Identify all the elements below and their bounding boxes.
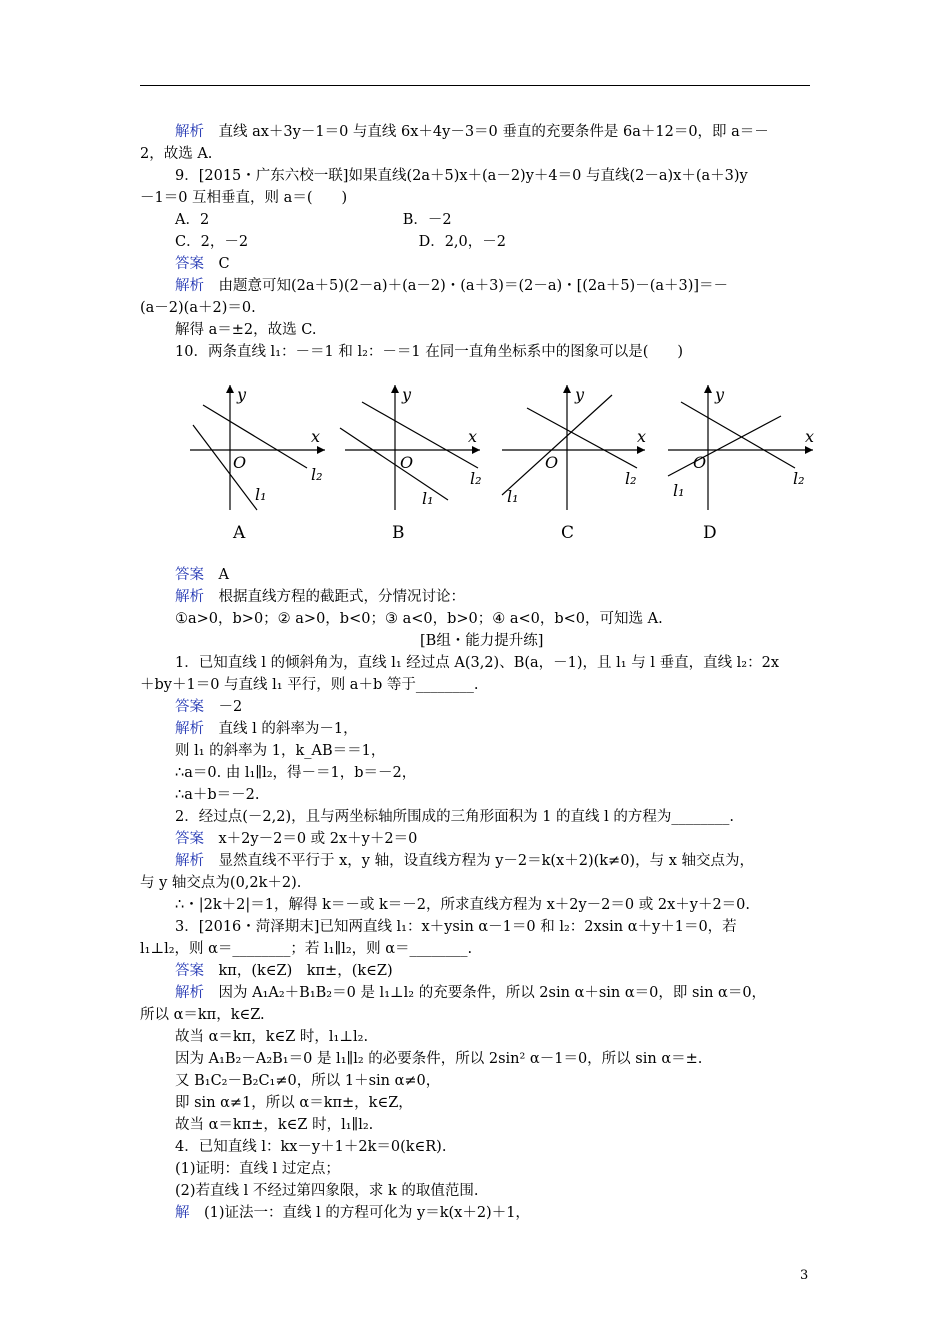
axis-y-label: y — [402, 385, 412, 404]
line-text: A — [204, 567, 229, 583]
header-rule — [140, 85, 810, 86]
answer-label: 解析 — [175, 278, 204, 294]
line-text: 由题意可知(2a＋5)(2－a)＋(a－2)・(a＋3)＝(2－a)・[(2a＋5)－(a＋3)]＝－ — [204, 278, 729, 294]
l2-label: l₂ — [793, 469, 805, 488]
line-text: 即 sin α≠1，所以 α＝kπ±，k∈Z， — [175, 1095, 413, 1111]
line-text: kπ，(k∈Z) kπ±，(k∈Z) — [204, 963, 393, 979]
line-text: 因为 A₁A₂＋B₁B₂＝0 是 l₁⊥l₂ 的充要条件，所以 2sin α＋sin α＝0，即 sin α＝0， — [204, 985, 767, 1001]
text-line — [140, 873, 301, 893]
text-line — [420, 631, 543, 651]
line-text: C．2，－2 D．2,0，－2 — [175, 234, 506, 250]
figure-b — [340, 385, 482, 543]
origin-label: O — [233, 453, 247, 472]
line-text: －1＝0 互相垂直，则 a＝( ) — [140, 190, 348, 206]
line-text: 因为 A₁B₂－A₂B₁＝0 是 l₁∥l₂ 的必要条件，所以 2sin² α－1＝0，所以 sin α＝±. — [175, 1051, 703, 1067]
text-line — [175, 785, 260, 805]
text-line — [175, 961, 393, 981]
text-line — [175, 763, 416, 783]
answer-label: 解 — [175, 1205, 190, 1221]
text-line — [175, 232, 506, 252]
text-line — [140, 939, 472, 959]
text-line — [175, 342, 683, 362]
line-text: (2)若直线 l 不经过第四象限，求 k 的取值范围. — [175, 1183, 479, 1199]
text-line — [175, 1203, 530, 1223]
line-text: －2 — [204, 699, 243, 715]
text-line — [175, 1027, 368, 1047]
text-line — [175, 122, 769, 142]
text-line — [175, 741, 385, 761]
line-text: 根据直线方程的截距式，分情况讨论： — [204, 589, 465, 605]
figure-caption: D — [703, 523, 717, 543]
figure-caption: B — [392, 523, 405, 543]
text-line — [175, 1049, 702, 1069]
answer-label: 解析 — [175, 589, 204, 605]
axis-x-label: x — [468, 427, 478, 446]
line-text: x＋2y－2＝0 或 2x＋y＋2＝0 — [204, 831, 418, 847]
answer-label: 答案 — [175, 567, 204, 583]
line-text: 解得 a＝±2，故选 C. — [175, 322, 317, 338]
answer-label: 解析 — [175, 124, 204, 140]
text-line — [175, 829, 417, 849]
line-text: (1)证明：直线 l 过定点； — [175, 1161, 340, 1177]
axis-y-label: y — [237, 385, 247, 404]
line-text: l₁⊥l₂，则 α＝________；若 l₁∥l₂，则 α＝________. — [140, 941, 473, 957]
text-line — [175, 1071, 440, 1091]
text-line — [175, 1159, 340, 1179]
line-text: ＋by＋1＝0 与直线 l₁ 平行，则 a＋b 等于________. — [140, 677, 479, 693]
line-text: 故当 α＝kπ，k∈Z 时，l₁⊥l₂. — [175, 1029, 369, 1045]
line-text: [B组・能力提升练] — [420, 633, 544, 649]
axis-x-label: x — [637, 427, 647, 446]
l1-label: l₁ — [422, 489, 434, 508]
answer-label: 答案 — [175, 699, 204, 715]
axis-x-label: x — [805, 427, 815, 446]
answer-label: 解析 — [175, 721, 204, 737]
text-line — [175, 1181, 479, 1201]
text-line — [175, 166, 748, 186]
text-line — [175, 210, 452, 230]
line-text: ∴a＝0. 由 l₁∥l₂，得－＝1，b＝－2， — [175, 765, 417, 781]
text-line — [175, 565, 229, 585]
text-line — [175, 587, 465, 607]
text-line — [140, 144, 212, 164]
text-line — [140, 1005, 265, 1025]
l2-label: l₂ — [625, 469, 637, 488]
axis-y-label: y — [715, 385, 725, 404]
line-text: 10．两条直线 l₁：－＝1 和 l₂：－＝1 在同一直角坐标系中的图象可以是( ) — [175, 344, 684, 360]
line-text: 故当 α＝kπ±，k∈Z 时，l₁∥l₂. — [175, 1117, 374, 1133]
line-text: 直线 l 的斜率为－1， — [204, 721, 358, 737]
axis-x-label: x — [311, 427, 321, 446]
axis-y-label: y — [575, 385, 585, 404]
answer-label: 解析 — [175, 985, 204, 1001]
l2-label: l₂ — [311, 465, 323, 484]
text-line — [175, 983, 766, 1003]
text-line — [175, 320, 316, 340]
line-text: 显然直线不平行于 x，y 轴，设直线方程为 y－2＝k(x＋2)(k≠0)，与 x 轴交点为， — [204, 853, 754, 869]
l2-label: l₂ — [470, 469, 482, 488]
answer-label: 答案 — [175, 831, 204, 847]
line-text: A．2 B．－2 — [175, 212, 452, 228]
page-number: 3 — [800, 1268, 809, 1283]
figure-d — [668, 385, 814, 543]
line-text: 2，故选 A. — [140, 146, 213, 162]
line-text: ∴a＋b＝－2. — [175, 787, 260, 803]
origin-label: O — [545, 453, 559, 472]
line-text: C — [204, 256, 230, 272]
text-line — [175, 807, 734, 827]
l1-label: l₁ — [507, 487, 519, 506]
figure-c — [502, 385, 646, 543]
text-line — [175, 917, 737, 937]
line-text: 9．[2015・广东六校一联]如果直线(2a＋5)x＋(a－2)y＋4＝0 与直线(2－a)x＋(a＋3)y — [175, 168, 748, 184]
text-line — [175, 851, 754, 871]
l1-label: l₁ — [673, 481, 685, 500]
answer-label: 答案 — [175, 256, 204, 272]
text-line — [175, 1137, 446, 1157]
text-line — [175, 697, 242, 717]
text-line — [175, 1115, 373, 1135]
line-text: 则 l₁ 的斜率为 1，k_AB＝＝1， — [175, 743, 386, 759]
text-line — [175, 1093, 413, 1113]
line-text: 与 y 轴交点为(0,2k＋2). — [140, 875, 302, 891]
origin-label: O — [693, 453, 707, 472]
line-text: 又 B₁C₂－B₂C₁≠0，所以 1＋sin α≠0， — [175, 1073, 441, 1089]
text-line — [140, 188, 347, 208]
l1-label: l₁ — [255, 485, 267, 504]
line-text: 1．已知直线 l 的倾斜角为，直线 l₁ 经过点 A(3,2)、B(a，－1)，且 l₁ 与 l 垂直，直线 l₂：2x — [175, 655, 780, 671]
figure-options — [185, 380, 815, 555]
line-text: (1)证法一：直线 l 的方程可化为 y＝k(x＋2)＋1， — [189, 1205, 530, 1221]
text-line — [140, 298, 256, 318]
text-line — [175, 254, 230, 274]
answer-label: 解析 — [175, 853, 204, 869]
text-line — [175, 653, 779, 673]
line-text: 直线 ax＋3y－1＝0 与直线 6x＋4y－3＝0 垂直的充要条件是 6a＋12＝0，即 a＝－ — [204, 124, 769, 140]
line-text: 2．经过点(－2,2)，且与两坐标轴所围成的三角形面积为 1 的直线 l 的方程为________. — [175, 809, 735, 825]
line-text: ∴・|2k＋2|＝1，解得 k＝－或 k＝－2，所求直线方程为 x＋2y－2＝0 或 2x＋y＋2＝0. — [175, 897, 750, 913]
figure-a — [190, 385, 325, 543]
line-text: 所以 α＝kπ，k∈Z. — [140, 1007, 265, 1023]
text-line — [175, 895, 750, 915]
answer-label: 答案 — [175, 963, 204, 979]
text-line — [175, 276, 728, 296]
figure-caption: C — [561, 523, 575, 543]
line-text: (a－2)(a＋2)＝0. — [140, 300, 256, 316]
line-text: ①a>0，b>0；② a>0，b<0；③ a<0，b>0；④ a<0，b<0，可知选 A. — [175, 611, 663, 627]
origin-label: O — [400, 453, 414, 472]
text-line — [140, 675, 478, 695]
line-text: 3．[2016・菏泽期末]已知两直线 l₁：x＋ysin α－1＝0 和 l₂：2xsin α＋y＋1＝0，若 — [175, 919, 737, 935]
figure-caption: A — [233, 523, 246, 543]
text-line — [175, 609, 663, 629]
line-text: 4．已知直线 l：kx－y＋1＋2k＝0(k∈R). — [175, 1139, 447, 1155]
text-line — [175, 719, 358, 739]
